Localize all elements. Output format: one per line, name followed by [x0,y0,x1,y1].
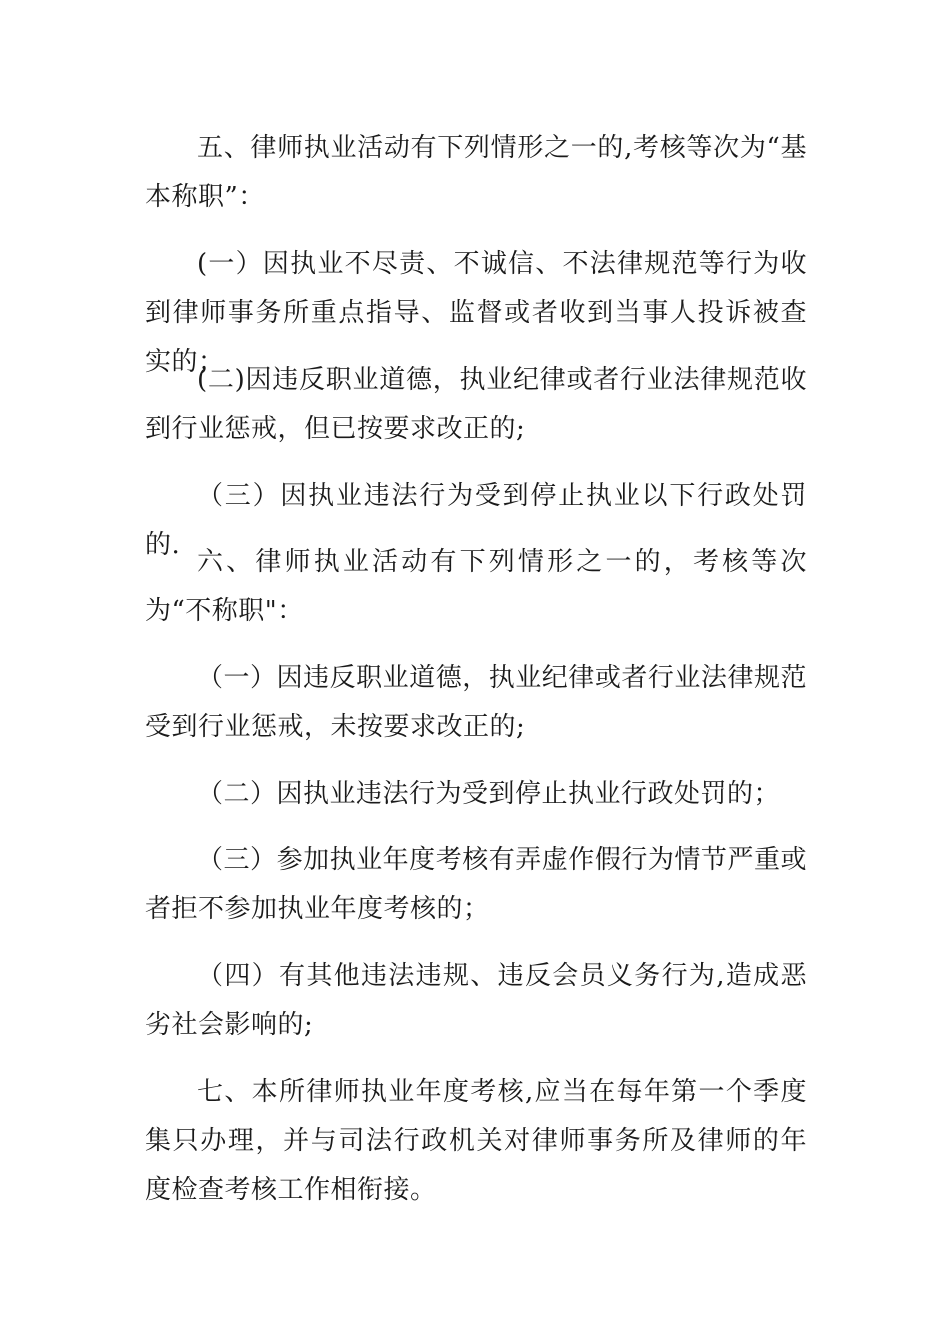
paragraph-item-6-2: （二）因执业违法行为受到停止执业行政处罚的； [197,779,781,809]
paragraph-item-6-1: （一）因违反职业道德，执业纪律或者行业法律规范受到行业惩戒，未按要求改正的; [145,663,807,742]
paragraph-item-6-4: （四）有其他违法违规、违反会员义务行为,造成恶劣社会影响的; [145,961,807,1040]
paragraph-item-5-1: (一）因执业不尽责、不诚信、不法律规范等行为收到律师事务所重点指导、监督或者收到当事人投诉被查实的； [145,249,807,377]
paragraph-item-6-3: （三）参加执业年度考核有弄虚作假行为情节严重或者拒不参加执业年度考核的； [145,845,807,924]
paragraph-item-5-2: (二)因违反职业道德，执业纪律或者行业法律规范收到行业惩戒，但已按要求改正的; [145,365,807,444]
paragraph-section-six: 六、律师执业活动有下列情形之一的，考核等次为“不称职"： [145,547,807,626]
paragraph-section-five: 五、律师执业活动有下列情形之一的,考核等次为“基本称职”： [145,133,807,212]
paragraph-section-seven: 七、本所律师执业年度考核,应当在每年第一个季度集只办理，并与司法行政机关对律师事务所及律师的年度检查考核工作相衔接。 [145,1077,807,1205]
paragraph-item-5-3: （三）因执业违法行为受到停止执业以下行政处罚的. [145,481,807,560]
